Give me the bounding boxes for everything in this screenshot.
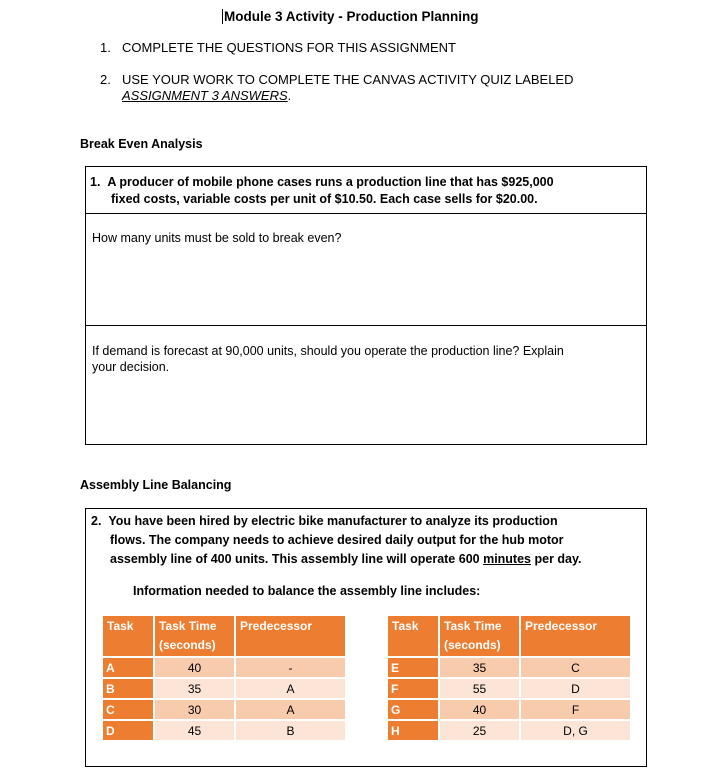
break-even-heading: Break Even Analysis bbox=[80, 137, 203, 151]
task-table-right bbox=[386, 614, 632, 742]
table-row: H 25 D, G bbox=[388, 721, 630, 740]
col-task: Task bbox=[103, 616, 153, 656]
info-label: Information needed to balance the assembly line includes: bbox=[133, 584, 481, 598]
instruction-item-2: 2. USE YOUR WORK TO COMPLETE THE CANVAS ACTIVITY QUIZ LABELED ASSIGNMENT 3 ANSWERS. bbox=[100, 72, 574, 103]
table-row: B 35 A bbox=[103, 679, 345, 698]
task-table-left bbox=[101, 614, 347, 742]
document-title: Module 3 Activity - Production Planning bbox=[224, 9, 479, 24]
col-task: Task bbox=[388, 616, 438, 656]
question-1b-text: If demand is forecast at 90,000 units, should you operate the production line? Explain your decision. bbox=[92, 344, 564, 374]
question-1a-text: How many units must be sold to break even? bbox=[92, 231, 342, 245]
question-1-text: 1. A producer of mobile phone cases runs a production line that has $925,000 fixed costs, variable costs per unit of $10.50. Each case sells for $20.00. bbox=[90, 175, 554, 206]
table-row: G 40 F bbox=[388, 700, 630, 719]
col-task-time: Task Time (seconds) bbox=[155, 616, 234, 656]
col-predecessor: Predecessor bbox=[521, 616, 630, 656]
assignment-answers-link[interactable]: ASSIGNMENT 3 ANSWERS bbox=[122, 88, 288, 103]
col-predecessor: Predecessor bbox=[236, 616, 345, 656]
text-cursor bbox=[222, 9, 223, 24]
table-header-row bbox=[388, 616, 630, 656]
table-row: C 30 A bbox=[103, 700, 345, 719]
question-2-text: 2. You have been hired by electric bike manufacturer to analyze its production flows. The company needs to achieve desired daily output for the hub motor assembly line of 400 units. This assembly line will operate 600 minutes per day. bbox=[91, 514, 582, 566]
instruction-item-1: 1. COMPLETE THE QUESTIONS FOR THIS ASSIGNMENT bbox=[100, 40, 456, 55]
table-row: A 40 - bbox=[103, 658, 345, 677]
table-row: D 45 B bbox=[103, 721, 345, 740]
col-task-time: Task Time (seconds) bbox=[440, 616, 519, 656]
assembly-heading: Assembly Line Balancing bbox=[80, 478, 232, 492]
table-row: F 55 D bbox=[388, 679, 630, 698]
table-header-row bbox=[103, 616, 345, 656]
table-row: E 35 C bbox=[388, 658, 630, 677]
